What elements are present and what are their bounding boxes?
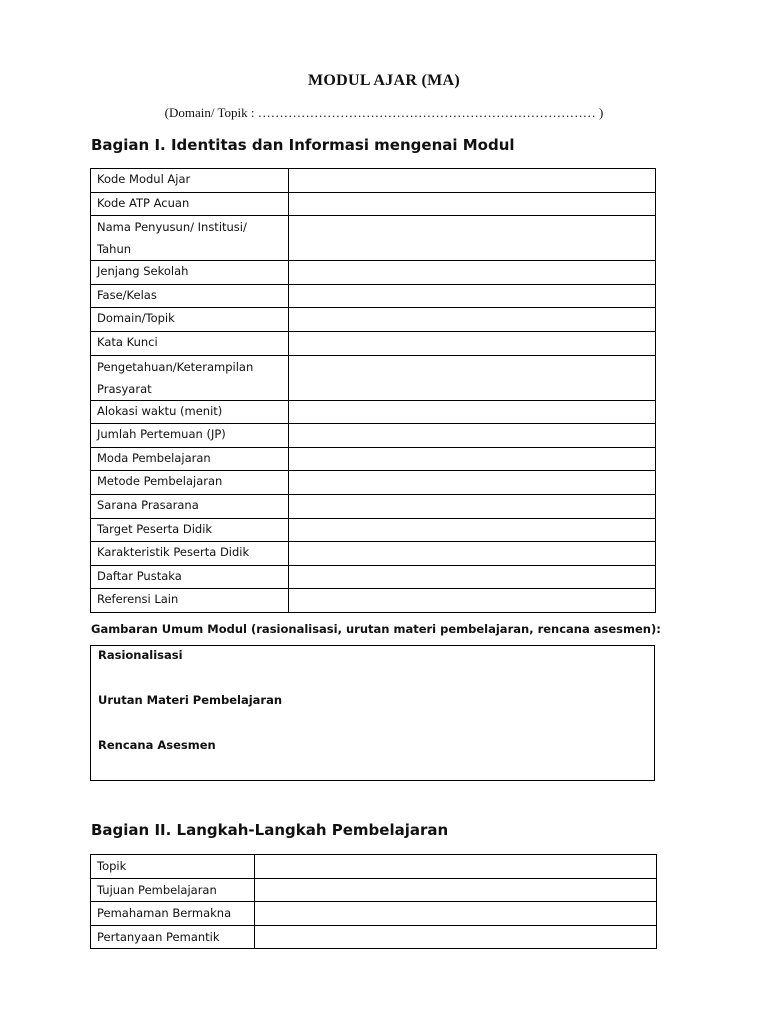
row-label: Kode ATP Acuan: [91, 192, 289, 216]
table-row: [91, 216, 656, 261]
row-label: Alokasi waktu (menit): [91, 400, 289, 424]
table-row: [91, 447, 656, 471]
overview-assessment-plan-label: Rencana Asesmen: [98, 738, 216, 752]
row-label: Pengetahuan/Keterampilan Prasyarat: [91, 355, 289, 400]
table-row: [91, 400, 656, 424]
table-row: [91, 192, 656, 216]
row-label: Nama Penyusun/ Institusi/ Tahun: [91, 216, 289, 261]
row-label: Target Peserta Didik: [91, 518, 289, 542]
table-row: [91, 355, 656, 400]
row-label: Jenjang Sekolah: [91, 261, 289, 285]
table-row: [91, 542, 656, 566]
row-value-field[interactable]: [289, 308, 656, 332]
learning-steps-table: [90, 854, 657, 949]
row-value-field[interactable]: [289, 284, 656, 308]
row-label: Daftar Pustaka: [91, 565, 289, 589]
section-1-heading: Bagian I. Identitas dan Informasi mengenai Modul: [91, 136, 515, 154]
table-row: [91, 565, 656, 589]
table-row: [91, 169, 656, 193]
row-label: Sarana Prasarana: [91, 494, 289, 518]
table-row: [91, 471, 656, 495]
row-value-field[interactable]: [255, 878, 657, 902]
row-label: Referensi Lain: [91, 589, 289, 613]
row-label: Moda Pembelajaran: [91, 447, 289, 471]
table-row: [91, 424, 656, 448]
table-row: [91, 589, 656, 613]
row-value-field[interactable]: [289, 355, 656, 400]
overview-material-sequence-label: Urutan Materi Pembelajaran: [98, 693, 283, 707]
section-2-heading: Bagian II. Langkah-Langkah Pembelajaran: [91, 821, 449, 839]
row-value-field[interactable]: [289, 542, 656, 566]
row-value-field[interactable]: [289, 447, 656, 471]
module-overview-caption: Gambaran Umum Modul (rasionalisasi, urutan materi pembelajaran, rencana asesmen):: [91, 622, 661, 636]
row-label: Karakteristik Peserta Didik: [91, 542, 289, 566]
row-value-field[interactable]: [289, 192, 656, 216]
row-label: Pemahaman Bermakna: [91, 902, 255, 926]
row-value-field[interactable]: [289, 518, 656, 542]
table-row: [91, 284, 656, 308]
row-label: Kode Modul Ajar: [91, 169, 289, 193]
row-value-field[interactable]: [289, 494, 656, 518]
row-label: Pertanyaan Pemantik: [91, 925, 255, 949]
row-value-field[interactable]: [289, 471, 656, 495]
row-value-field[interactable]: [289, 216, 656, 261]
row-label: Domain/Topik: [91, 308, 289, 332]
row-value-field[interactable]: [289, 400, 656, 424]
row-value-field[interactable]: [289, 589, 656, 613]
row-value-field[interactable]: [289, 261, 656, 285]
row-label: Topik: [91, 855, 255, 879]
table-row: [91, 878, 657, 902]
table-row: [91, 331, 656, 355]
overview-rationale-label: Rasionalisasi: [98, 648, 183, 662]
table-row: [91, 518, 656, 542]
table-row: [91, 855, 657, 879]
table-row: [91, 308, 656, 332]
table-row: [91, 261, 656, 285]
row-value-field[interactable]: [289, 331, 656, 355]
page-title: MODUL AJAR (MA): [307, 72, 461, 89]
row-label: Jumlah Pertemuan (JP): [91, 424, 289, 448]
row-value-field[interactable]: [255, 902, 657, 926]
row-value-field[interactable]: [255, 855, 657, 879]
table-row: [91, 925, 657, 949]
module-identity-table: [90, 168, 656, 613]
row-value-field[interactable]: [255, 925, 657, 949]
table-row: [91, 494, 656, 518]
module-overview-box[interactable]: [90, 645, 655, 781]
row-label: Metode Pembelajaran: [91, 471, 289, 495]
row-label: Tujuan Pembelajaran: [91, 878, 255, 902]
row-label: Kata Kunci: [91, 331, 289, 355]
row-label: Fase/Kelas: [91, 284, 289, 308]
row-value-field[interactable]: [289, 565, 656, 589]
row-value-field[interactable]: [289, 424, 656, 448]
row-value-field[interactable]: [289, 169, 656, 193]
table-row: [91, 902, 657, 926]
domain-topic-line: (Domain/ Topik : …………………………………………………………………… ): [164, 105, 604, 120]
